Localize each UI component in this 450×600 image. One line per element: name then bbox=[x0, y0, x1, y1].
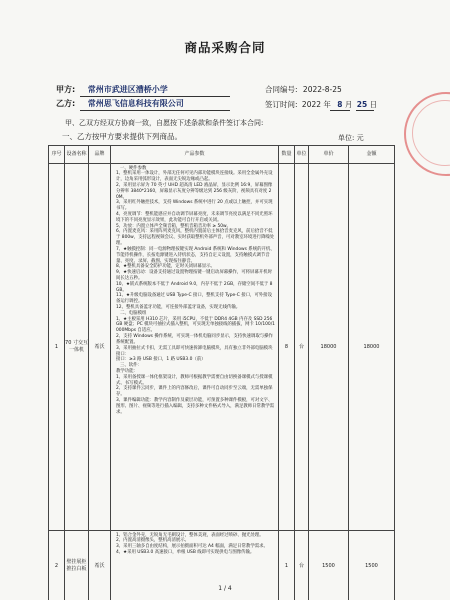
spec-line: 接口：≥3 路 USB 接口，1 路 USB3.0（前） bbox=[116, 357, 206, 363]
signing-month-unit: 月 bbox=[344, 100, 353, 109]
spec-line: 3、采用三轴多自由度结构，展示拍摄面积可达 A4 幅面，满足日常教学需求。 bbox=[116, 544, 268, 550]
row-price: 1500 bbox=[309, 531, 349, 600]
row-name: 壁挂展柜推拉白板 bbox=[65, 531, 89, 600]
spec-line: 三、软件： bbox=[120, 363, 142, 369]
row-amount: 18000 bbox=[349, 164, 395, 531]
month-underline bbox=[330, 110, 350, 111]
spec-line: 8、★整机具备安全防护功能，定时关闭屏幕显示。 bbox=[116, 264, 215, 270]
header-name: 设备名称 bbox=[65, 146, 89, 164]
spec-line: 4、亮度调节：整机能感应并自动调节屏幕亮度，未来调节亮度以满足不同光照环境下的不同亮度显示效果，此功能可自行开启或关闭。 bbox=[116, 212, 273, 223]
header-amount: 金额 bbox=[349, 146, 395, 164]
row-spec bbox=[111, 164, 279, 531]
spec-line: 12、整机具备蓝牙功能，可连接外部蓝牙设备，实现无线传输。 bbox=[116, 305, 241, 310]
contract-number-value: 2022-8-25 bbox=[302, 85, 342, 94]
spec-line: 一、硬件参数 bbox=[120, 165, 147, 171]
section-heading: 一、乙方按甲方要求提供下列商品。 bbox=[62, 132, 182, 141]
spec-line: 教学功能： bbox=[116, 368, 138, 374]
spec-line: 1、★主板采用 H310 芯片，采用 i5CPU，不低于 DDR4 4GB 内存及 SSD 256GB 硬盘；PC 模块可抽拉式插入整机，可实现无单独接线的插拔，网卡 10/100/1000Mbps 自适应。 bbox=[116, 316, 275, 334]
spec-line: 4、★采用 USB3.0 高速接口，单根 USB 线即可实现供电与图像传输。 bbox=[116, 549, 255, 555]
party-b-name: 常州思飞信息科技有限公司 bbox=[87, 99, 184, 108]
spec-line: 1、整机采用一体设计，外部无任何可见内部功能模块连接线。采用全金属外壳设计，边角采用弧形设计，表面无尖锐边缘或凸起。 bbox=[116, 171, 273, 183]
row-unit: 台 bbox=[295, 164, 309, 531]
header-no: 序号 bbox=[49, 146, 65, 164]
contract-number bbox=[265, 84, 342, 95]
spec-line: 11、★升级电脑设备通过 USB Type-C 接口，整机支持 Type-C 接口，可外接设备运行调控。 bbox=[116, 293, 272, 305]
row-no: 1 bbox=[49, 164, 65, 531]
party-b bbox=[56, 98, 184, 109]
row-name: 70 寸交互一体机 bbox=[65, 164, 89, 531]
party-b-label: 乙方: bbox=[56, 99, 76, 108]
spec-line: 9、★快速启动：设备支持通过设置物理按键一键启动屏幕操作，可将屏幕开机时间长达五秒。 bbox=[116, 270, 273, 281]
page-number: 1 / 4 bbox=[218, 585, 232, 592]
header-brand: 品牌 bbox=[89, 146, 111, 164]
signing-date-label: 签订时间: bbox=[265, 100, 298, 109]
party-b-underline bbox=[80, 110, 230, 111]
spec-line: 10、★嵌式系统版本不低于 Android 9.0，内存不低于 2GB，存储空间不低于 8GB。 bbox=[116, 281, 273, 293]
spec-line: 3、采用红外触控技术，支持 Windows 系统中进行 20 点或以上触控，并可实现书写。 bbox=[116, 200, 273, 212]
row-qty: 8 bbox=[279, 164, 295, 531]
row-no: 2 bbox=[49, 531, 65, 600]
signing-date bbox=[265, 99, 377, 110]
spec-line: 2、支持课件云同步，课件上的内容修改后，课件可自动同步至云端，无需单独保存。 bbox=[116, 386, 273, 398]
spec-line: 5、功放：内置立体声全频音箱，整机音箱音功率 ≥ 50w。 bbox=[116, 223, 232, 229]
spec-line: 7、★触摸控制：同一电源物理按键实现 Android 系统和 Windows 系统的开机、节能待机操作，长按电源键进入待机状态，支持自定义设置，支持触摸式调节音量、亮度、录屏、截图、实现按住静音。 bbox=[116, 246, 275, 264]
spec-line: 2、支持 Windows 操作系统，可实现一体机电脑同步显示，支持快速调取与操作系统配置。 bbox=[116, 334, 273, 345]
row-qty: 1 bbox=[279, 531, 295, 600]
spec-line: 3、课件编辑功能：教学内容制作及蒙层功能，可预置多种课件模板，可对文字、图形、图片、视频等进行插入编辑，支持多种文件格式导入，满足教师日常教学需求。 bbox=[116, 398, 275, 415]
header-price: 单价 bbox=[309, 146, 349, 164]
signing-day-unit: 日 bbox=[369, 100, 378, 109]
row-amount: 1500 bbox=[349, 531, 395, 600]
header-spec: 产品参数 bbox=[111, 146, 279, 164]
spec-line: 3、采用抽拉式卡扣，无需工具即可快速拆卸电脑模块，具有独立非外部电脑模块接口： bbox=[116, 345, 273, 357]
spec-line: 二、电脑模组 bbox=[120, 310, 147, 316]
spec-line: 2、采用显示屏为 70 英寸 UHD 超高清 LED 液晶屏，显示比例 16:9，屏幕图像分辨率 3840*2160，屏幕显示灰度分辨等级达到 256 级灰阶，视频具有对度 2 0M。 bbox=[116, 182, 273, 200]
goods-table bbox=[48, 145, 395, 600]
party-a-label: 甲方: bbox=[56, 85, 76, 94]
signing-day: 25 bbox=[356, 100, 368, 109]
day-underline bbox=[356, 110, 374, 111]
row-price: 18000 bbox=[309, 164, 349, 531]
intro-paragraph: 甲、乙双方经双方协商一致，自愿按下述条款和条件签订本合同: bbox=[65, 119, 264, 127]
unit-label: 单位: 元 bbox=[338, 134, 364, 142]
contract-number-label: 合同编号: bbox=[265, 85, 298, 94]
spec-line: 2、内置高清摄像头，整机高清展示。 bbox=[116, 538, 190, 544]
party-a-name: 常州市武进区漕桥小学 bbox=[87, 85, 168, 94]
header-unit: 单位 bbox=[295, 146, 309, 164]
page-title: 商品采购合同 bbox=[184, 40, 266, 55]
spec-line: 1、采用备授课一体化框架设计，教师可根据教学需要自由切换备课模式与授课模式、书写模式。 bbox=[116, 374, 273, 386]
row-brand: 希沃 bbox=[89, 164, 111, 531]
table-row bbox=[49, 164, 395, 531]
table-header-row bbox=[49, 146, 395, 164]
spec-line: 6、内置麦克风：采用阵列麦克风，整机内置前后主体拾音麦克风，前后拾音不低于 800w，支持远程视频会议、实时获取整机外部声音，可对教室环境进行降噪处理。 bbox=[116, 229, 275, 247]
party-a bbox=[56, 84, 168, 95]
party-a-underline bbox=[80, 96, 230, 97]
signing-month: 8 bbox=[337, 100, 343, 109]
header-qty: 数量 bbox=[279, 146, 295, 164]
spec-line: 1、铝合金外壳，无锐角无毛刺设计，整体美观，表面经过喷砂、抛光处理。 bbox=[116, 532, 264, 538]
row-brand: 希沃 bbox=[89, 531, 111, 600]
row-unit: 台 bbox=[295, 531, 309, 600]
signing-year: 2022 年 bbox=[301, 100, 331, 109]
